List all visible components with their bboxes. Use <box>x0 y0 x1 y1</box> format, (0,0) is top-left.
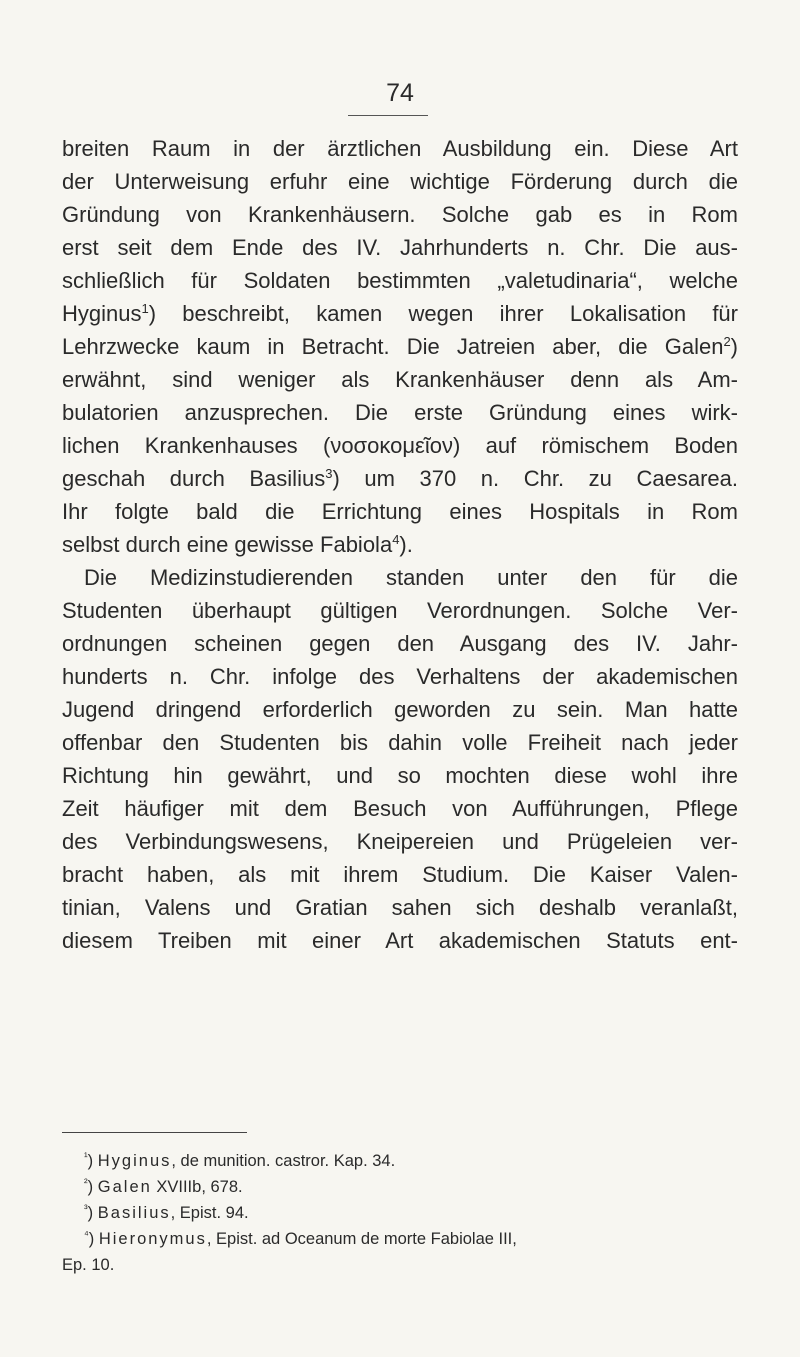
text-line: hunderts n. Chr. infolge des Verhaltens der akademischen <box>62 664 738 689</box>
text-line: Jugend dringend erforderlich geworden zu sein. Man hatte <box>62 697 738 722</box>
text-line <box>62 462 738 495</box>
text-line: erst seit dem Ende des IV. Jahrhunderts n. Chr. Die aus- <box>62 235 738 260</box>
text-segment: Hyginus <box>62 301 142 326</box>
footnote-ref: 2 <box>723 334 731 349</box>
text-segment: Lehrzwecke kaum in Betracht. Die Jatreien aber, die Galen <box>62 334 724 359</box>
page-number-rule <box>348 115 428 116</box>
footnote-text: , Epist. ad Oceanum de morte Fabiolae III, <box>206 1230 517 1248</box>
footnote-text: , Epist. 94. <box>170 1204 249 1222</box>
text-line: Richtung hin gewährt, und so mochten diese wohl ihre <box>62 763 738 788</box>
footnote-author: Hyginus <box>97 1152 172 1170</box>
footnote-continuation: Ep. 10. <box>62 1256 115 1274</box>
body-text <box>62 132 738 957</box>
footnote-separator <box>62 1132 247 1133</box>
text-line: tinian, Valens und Gratian sahen sich deshalb veranlaßt, <box>62 895 738 920</box>
footnote-text: XVIIIb, 678. <box>151 1178 243 1196</box>
text-segment: ) um 370 n. Chr. zu Caesarea. <box>332 466 738 491</box>
text-line: Die Medizinstudierenden standen unter den für die <box>84 565 738 590</box>
footnote: $^{^2}$) Galen XVIIIb, 678. <box>84 1177 243 1196</box>
text-line <box>62 297 738 330</box>
footnote-author: Hieronymus <box>98 1230 207 1248</box>
text-segment: ) beschreibt, kamen wegen ihrer Lokalisation für <box>148 301 738 326</box>
text-line: schließlich für Soldaten bestimmten „valetudinaria“, welche <box>62 268 738 293</box>
text-line: bracht haben, als mit ihrem Studium. Die Kaiser Valen- <box>62 862 738 887</box>
text-line: Gründung von Krankenhäusern. Solche gab es in Rom <box>62 202 738 227</box>
text-line: erwähnt, sind weniger als Krankenhäuser denn als Am- <box>62 367 738 392</box>
footnote: $^{^1}$) Hyginus, de munition. castror. Kap. 34. <box>84 1151 396 1170</box>
text-line: ordnungen scheinen gegen den Ausgang des IV. Jahr- <box>62 631 738 656</box>
footnote-ref: 1 <box>141 301 149 316</box>
text-line: Zeit häufiger mit dem Besuch von Aufführungen, Pflege <box>62 796 738 821</box>
footnote-author: Galen <box>97 1178 152 1196</box>
footnote-marker: ² <box>84 1177 88 1189</box>
footnote-author: Basilius <box>97 1204 171 1222</box>
text-segment: ) <box>730 334 738 359</box>
text-line <box>62 528 738 561</box>
page-number: 74 <box>386 79 414 107</box>
text-line <box>62 330 738 363</box>
text-segment: selbst durch eine gewisse Fabiola <box>62 532 393 557</box>
text-line: lichen Krankenhauses (νοσοκομεῖον) auf römischem Boden <box>62 433 738 458</box>
footnote-marker: ³ <box>84 1203 88 1215</box>
footnote-marker: ¹ <box>84 1151 88 1163</box>
text-line: der Unterweisung erfuhr eine wichtige Förderung durch die <box>62 169 738 194</box>
footnote-ref: 4 <box>392 532 400 547</box>
text-line: diesem Treiben mit einer Art akademischen Statuts ent- <box>62 928 738 953</box>
footnote: $^{^3}$) Basilius, Epist. 94. <box>84 1203 249 1222</box>
text-line: Ihr folgte bald die Errichtung eines Hospitals in Rom <box>62 499 738 524</box>
text-line: des Verbindungswesens, Kneipereien und Prügeleien ver- <box>62 829 738 854</box>
footnote-ref: 3 <box>325 466 333 481</box>
footnote-text: , de munition. castror. Kap. 34. <box>171 1152 396 1170</box>
text-line: bulatorien anzusprechen. Die erste Gründung eines wirk- <box>62 400 738 425</box>
text-segment: ). <box>399 532 413 557</box>
footnotes <box>62 1148 738 1278</box>
text-line: breiten Raum in der ärztlichen Ausbildung ein. Diese Art <box>62 136 738 161</box>
footnote-marker: ⁴ <box>84 1229 89 1241</box>
text-line: Studenten überhaupt gültigen Verordnungen. Solche Ver- <box>62 598 738 623</box>
text-line: offenbar den Studenten bis dahin volle Freiheit nach jeder <box>62 730 738 755</box>
text-segment: geschah durch Basilius <box>62 466 326 491</box>
footnote: $^{^4}$) Hieronymus, Epist. ad Oceanum de morte Fabiolae III, <box>84 1229 517 1248</box>
